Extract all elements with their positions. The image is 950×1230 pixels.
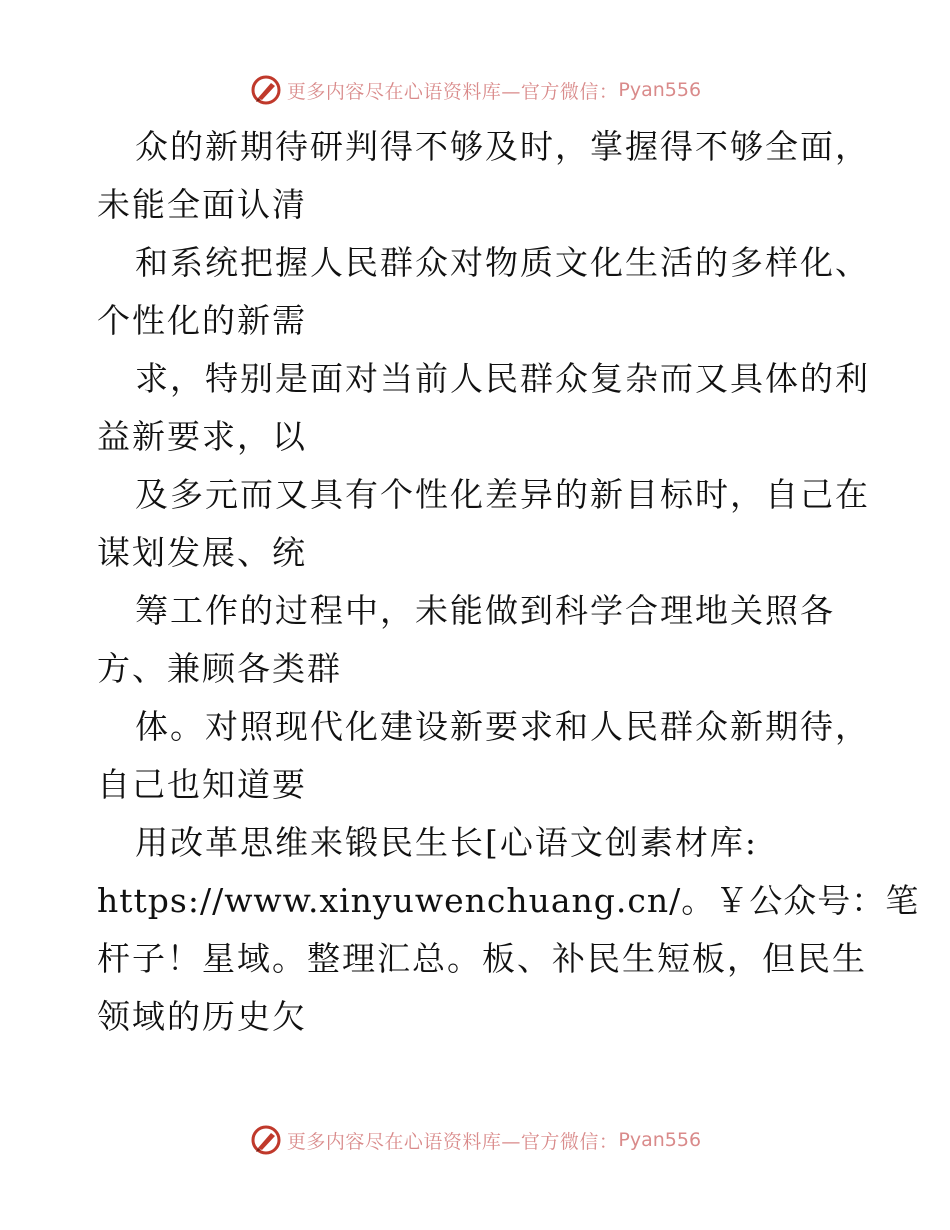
body-line: 益新要求，以 [97, 417, 307, 456]
footer-banner-text: 更多内容尽在心语资料库—官方微信： [286, 1130, 619, 1153]
body-line: 杆子！星域。整理汇总。板、补民生短板，但民生 [97, 939, 867, 978]
body-line: 领域的历史欠 [97, 997, 307, 1036]
footer-banner-wechat-id: Pyan556 [618, 1129, 702, 1151]
header-banner-wechat-id: Pyan556 [618, 79, 702, 101]
body-line: 自己也知道要 [97, 765, 307, 804]
document-body [97, 118, 920, 1046]
body-line: 求，特别是面对当前人民群众复杂而又具体的利 [135, 359, 870, 398]
pen-logo-icon [249, 1123, 283, 1157]
body-line: 谋划发展、统 [97, 533, 307, 572]
body-line: 方、兼顾各类群 [97, 649, 342, 688]
body-line: 未能全面认清 [97, 185, 307, 224]
body-line: https://www.xinyuwenchuang.cn/。￥公众号：笔 [97, 881, 920, 920]
body-line: 及多元而又具有个性化差异的新目标时，自己在 [135, 475, 870, 514]
body-line: 众的新期待研判得不够及时，掌握得不够全面， [135, 127, 870, 166]
body-line: 个性化的新需 [97, 301, 307, 340]
body-line: 体。对照现代化建设新要求和人民群众新期待， [135, 707, 870, 746]
header-banner [0, 70, 950, 110]
pen-logo-icon [249, 73, 283, 107]
body-line: 和系统把握人民群众对物质文化生活的多样化、 [135, 243, 870, 282]
header-banner-text: 更多内容尽在心语资料库—官方微信： [286, 80, 619, 103]
footer-banner [0, 1120, 950, 1160]
body-line: 筹工作的过程中，未能做到科学合理地关照各 [135, 591, 835, 630]
body-line: 用改革思维来锻民生长[心语文创素材库: [135, 823, 758, 862]
